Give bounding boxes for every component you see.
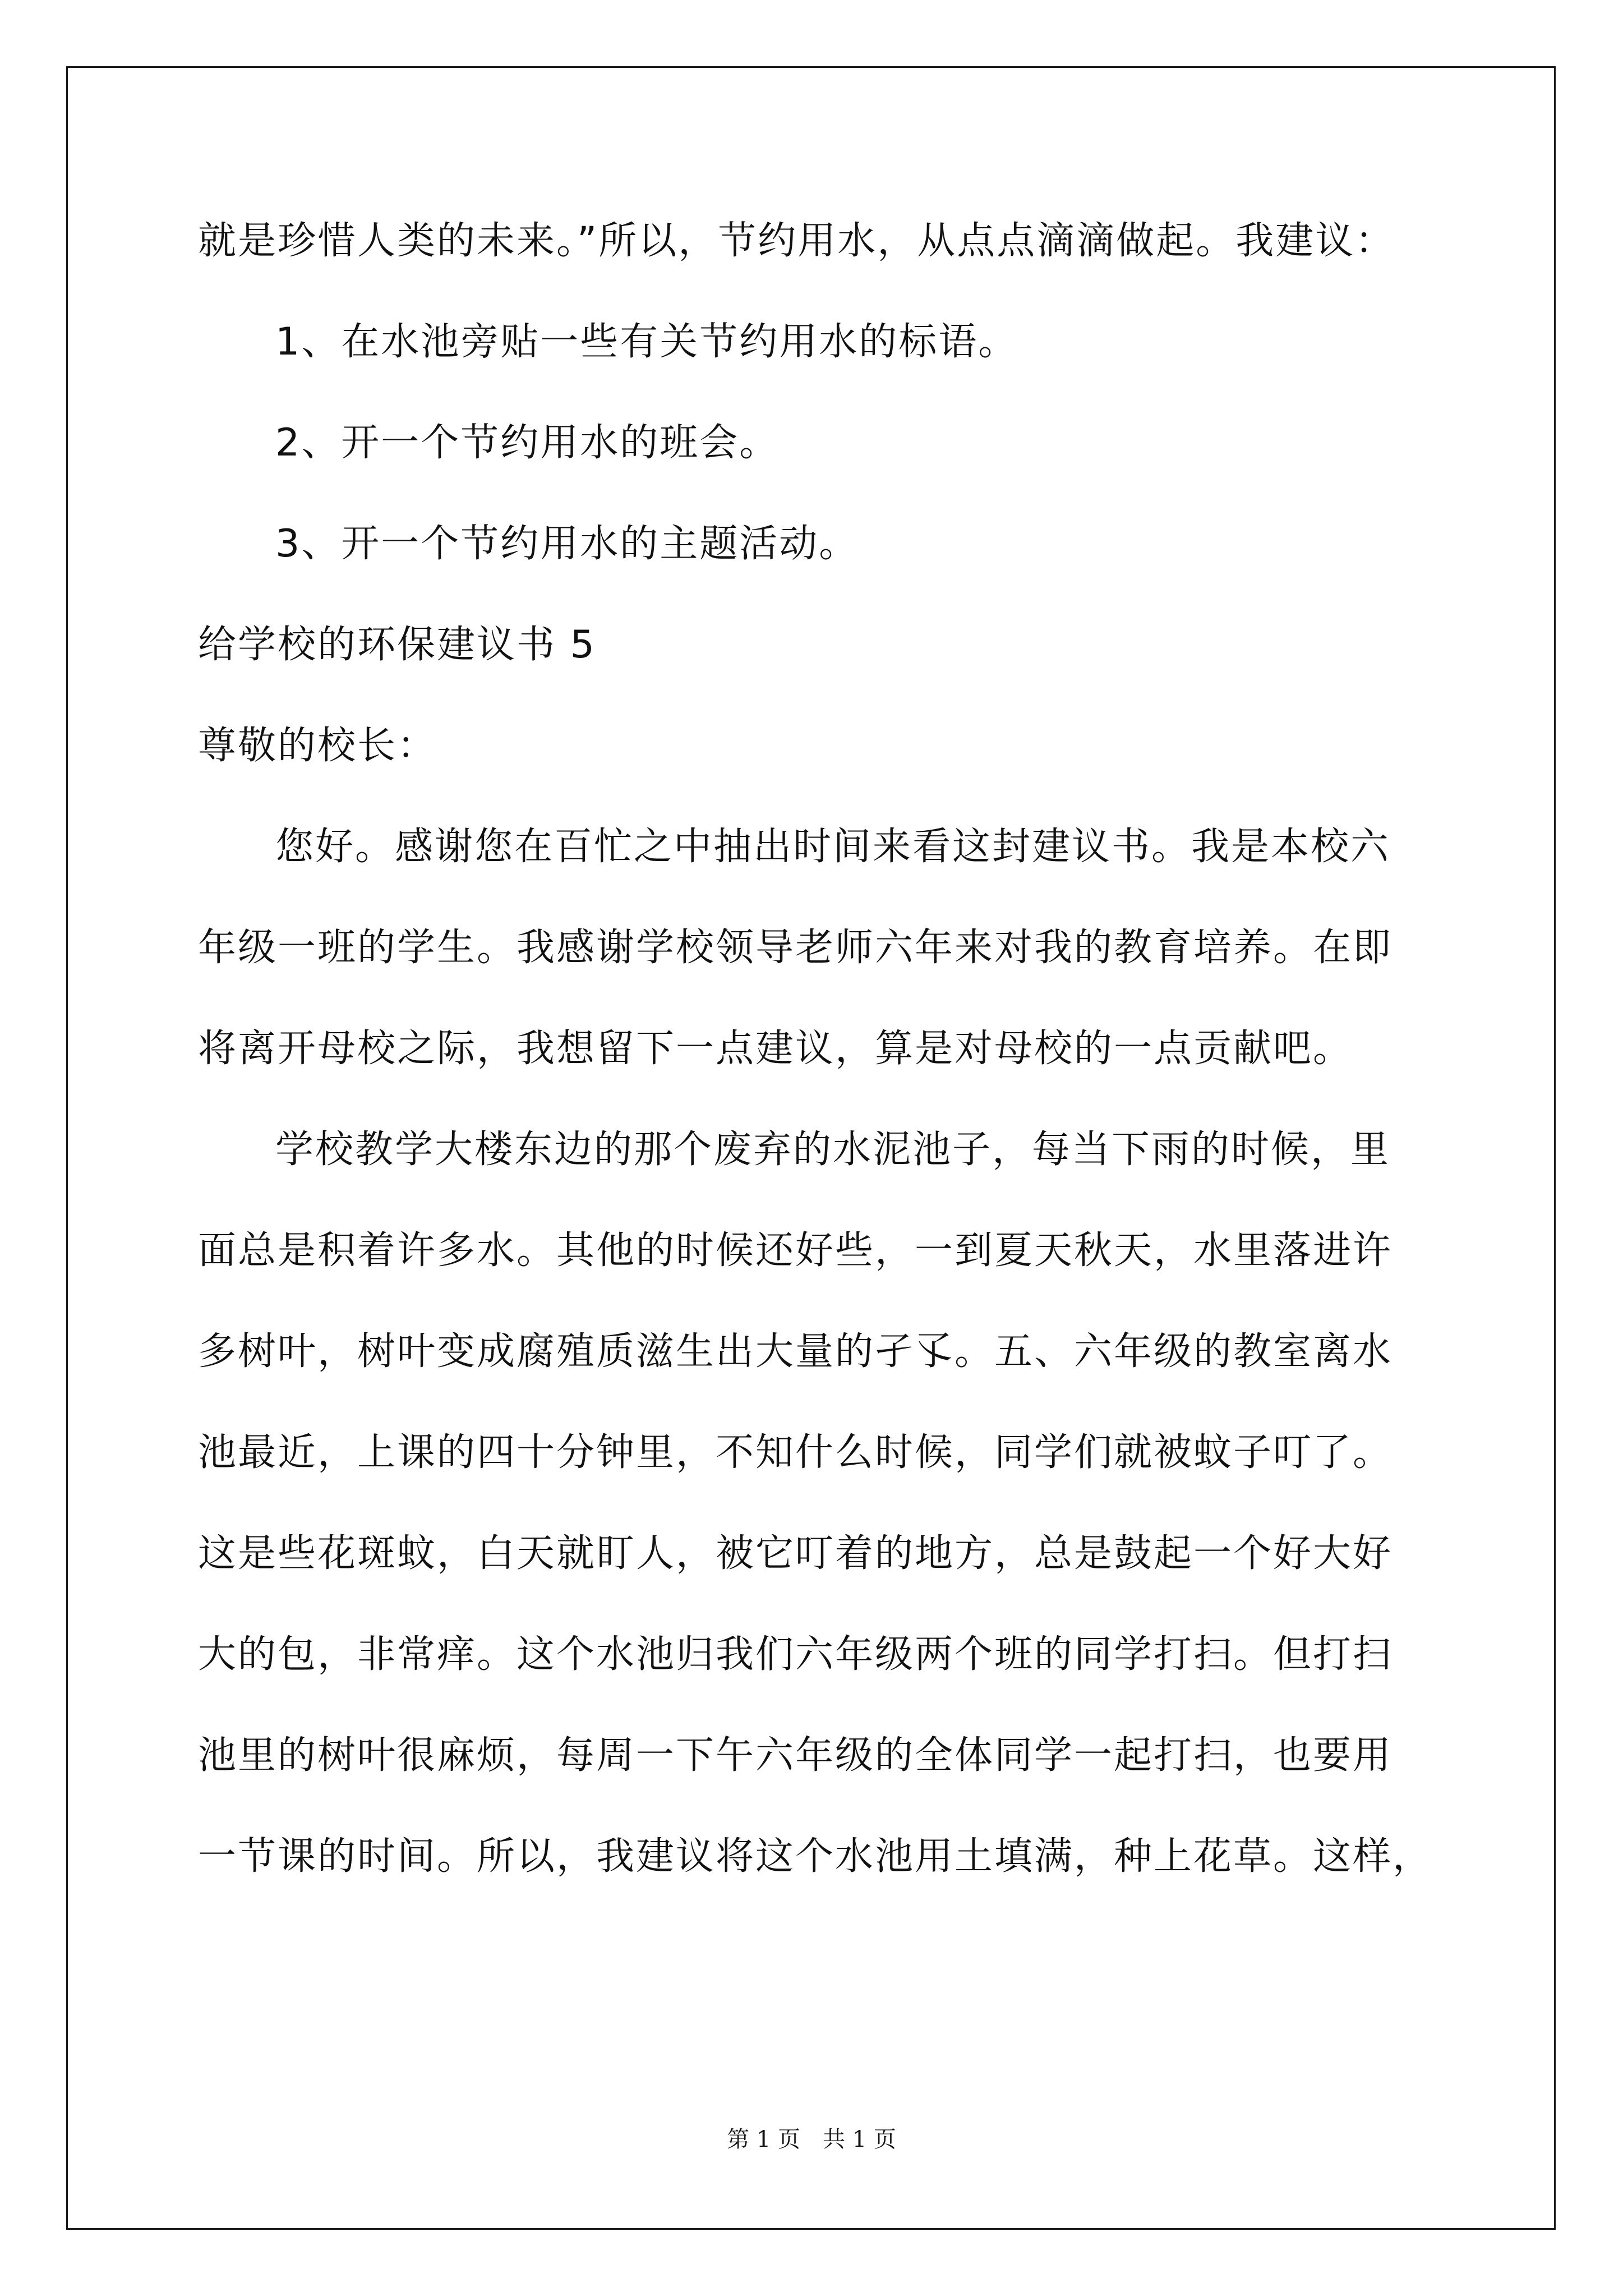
list-item: 3、开一个节约用水的主题活动。 [275,522,859,566]
text-line: 您好。感谢您在百忙之中抽出时间来看这封建议书。我是本校六 [275,825,1391,869]
text-line: 大的包，非常痒。这个水池归我们六年级两个班的同学打扫。但打扫 [198,1632,1393,1677]
section-title: 给学校的环保建议书 5 [198,623,596,667]
page-number: 第 1 页 共 1 页 [727,2127,896,2152]
text-line: 一节课的时间。所以，我建议将这个水池用土填满，种上花草。这样， [198,1834,1433,1879]
text-line: 年级一班的学生。我感谢学校领导老师六年来对我的教育培养。在即 [198,926,1393,970]
text-line: 这是些花斑蚊，白天就盯人，被它叮着的地方，总是鼓起一个好大好 [198,1531,1393,1576]
text-line: 学校教学大楼东边的那个废弃的水泥池子，每当下雨的时候，里 [275,1128,1391,1172]
text-line: 就是珍惜人类的未来。”所以，节约用水，从点点滴滴做起。我建议： [198,219,1395,263]
text-line: 池里的树叶很麻烦，每周一下午六年级的全体同学一起打扫，也要用 [198,1733,1393,1778]
list-item: 1、在水池旁贴一些有关节约用水的标语。 [275,320,1018,364]
text-line: 池最近，上课的四十分钟里，不知什么时候，同学们就被蚊子叮了。 [198,1430,1393,1475]
text-line: 将离开母校之际，我想留下一点建议，算是对母校的一点贡献吧。 [198,1027,1353,1071]
list-item: 2、开一个节约用水的班会。 [275,421,780,465]
text-line: 多树叶，树叶变成腐殖质滋生出大量的孑孓。五、六年级的教室离水 [198,1329,1393,1374]
text-line: 面总是积着许多水。其他的时候还好些，一到夏天秋天，水里落进许 [198,1228,1393,1273]
salutation: 尊敬的校长： [198,724,437,768]
